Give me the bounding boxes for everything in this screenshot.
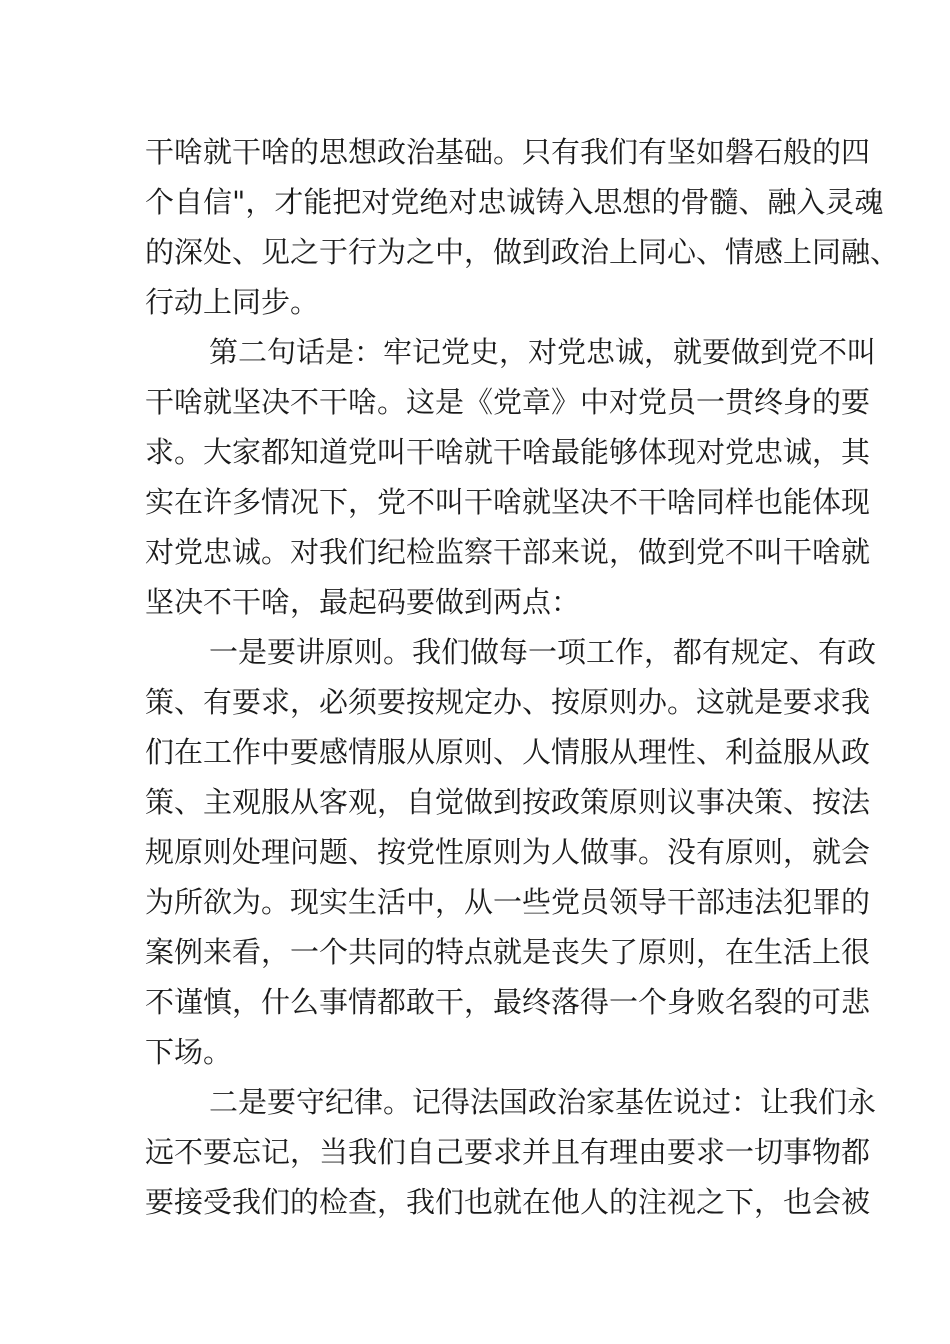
text-line: 不谨慎，什么事情都敢干，最终落得一个身败名裂的可悲 [145, 985, 871, 1019]
paragraph-principles [145, 627, 877, 1077]
text-line: 规原则处理问题、按党性原则为人做事。没有原则，就会 [145, 835, 871, 869]
text-line: 策、主观服从客观，自觉做到按政策原则议事决策、按法 [145, 785, 871, 819]
text-line: 远不要忘记，当我们自己要求并且有理由要求一切事物都 [145, 1135, 871, 1169]
paragraph-second-saying [145, 327, 877, 627]
text-line: 为所欲为。现实生活中，从一些党员领导干部违法犯罪的 [145, 885, 871, 919]
text-line: 一是要讲原则。我们做每一项工作，都有规定、有政 [209, 635, 877, 669]
text-line: 对党忠诚。对我们纪检监察干部来说，做到党不叫干啥就 [145, 535, 871, 569]
text-line: 策、有要求，必须要按规定办、按原则办。这就是要求我 [145, 685, 871, 719]
text-line: 们在工作中要感情服从原则、人情服从理性、利益服从政 [145, 735, 871, 769]
paragraph-continuation [145, 127, 900, 327]
paragraph-discipline [145, 1077, 877, 1227]
text-line: 下场。 [145, 1035, 233, 1069]
text-line: 个自信"，才能把对党绝对忠诚铸入思想的骨髓、融入灵魂 [145, 185, 884, 219]
text-line: 干啥就坚决不干啥。这是《党章》中对党员一贯终身的要 [145, 385, 871, 419]
text-line: 干啥就干啥的思想政治基础。只有我们有坚如磐石般的四 [145, 135, 871, 169]
text-line: 行动上同步。 [145, 285, 320, 319]
text-line: 的深处、见之于行为之中，做到政治上同心、情感上同融、 [145, 235, 900, 269]
text-line: 实在许多情况下，党不叫干啥就坚决不干啥同样也能体现 [145, 485, 871, 519]
text-line: 求。大家都知道党叫干啥就干啥最能够体现对党忠诚，其 [145, 435, 871, 469]
body-text [145, 127, 900, 1227]
text-line: 要接受我们的检查，我们也就在他人的注视之下，也会被 [145, 1185, 871, 1219]
text-line: 第二句话是：牢记党史，对党忠诚，就要做到党不叫 [209, 335, 877, 369]
text-line: 坚决不干啥，最起码要做到两点： [145, 585, 581, 619]
text-line: 案例来看，一个共同的特点就是丧失了原则，在生活上很 [145, 935, 871, 969]
text-line: 二是要守纪律。记得法国政治家基佐说过：让我们永 [209, 1085, 877, 1119]
